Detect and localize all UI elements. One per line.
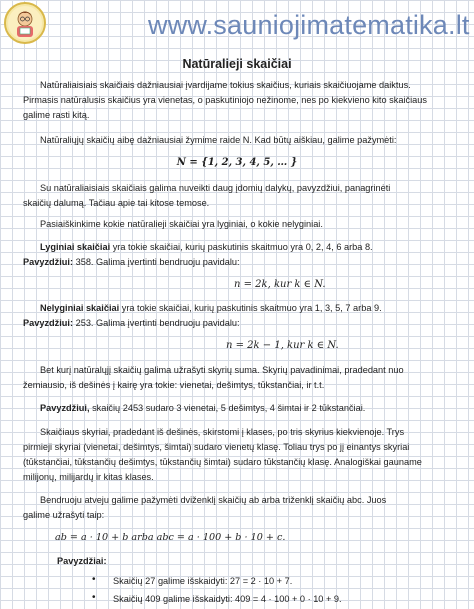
paragraph-line: Pirmasis natūralusis skaičius yra vienetas, o paskutiniojo nežinome, nes po kiekvieno kito skaičiaus [23, 95, 427, 105]
paragraph-line: (tūkstančiai, tūkstančių dešimtys, tūkstančių šimtai) sudaro tūkstančių klasę. Analogiškai gauname [23, 457, 422, 467]
site-url[interactable]: www.sauniojimatematika.lt [148, 10, 470, 40]
list-item: Skaičių 409 galime išskaidyti: 409 = 4 · 100 + 0 · 10 + 9. [113, 594, 342, 604]
paragraph-example [40, 402, 365, 416]
example-label: Pavyzdžiui: [23, 318, 74, 328]
paragraph-line: pirmieji skyriai (vienetai, dešimtys, šimtai) sudaro vienetų klasę. Toliau trys po jį einantys skyriai [23, 442, 410, 452]
paragraph-line: milijonų, milijardų ir kitas klases. [23, 472, 154, 482]
example-label: Pavyzdžiui: [23, 257, 74, 267]
paragraph-line: galime užrašyti taip: [23, 510, 105, 520]
paragraph-line: Natūraliųjų skaičių aibę dažniausiai žymime raide N. Kad būtų aiškiau, galime pažymėti: [40, 135, 397, 145]
example-text: 253. Galima įvertinti bendruoju pavidalu: [73, 318, 240, 328]
even-definition [40, 241, 373, 255]
examples-heading: Pavyzdžiai: [57, 556, 107, 566]
header [0, 0, 474, 50]
paragraph-line: Su natūraliaisiais skaičiais galima nuveikti daug įdomių dalykų, pavyzdžiui, panagrinėti [40, 183, 391, 193]
even-example [23, 256, 240, 270]
even-def-text: yra tokie skaičiai, kurių paskutinis skaitmuo yra 0, 2, 4, 6 arba 8. [110, 242, 373, 252]
paragraph-line: Natūraliaisiais skaičiais dažniausiai įvardijame tokius skaičius, kuriais skaičiuojame daiktus. [40, 80, 411, 90]
paragraph-line: skaičių dalumą. Tačiau apie tai kitose temose. [23, 198, 210, 208]
page-title: Natūralieji skaičiai [182, 57, 292, 71]
formula-digits: ab = a · 10 + b arba abc = a · 100 + b · 10 + c. [55, 532, 286, 543]
paragraph-line: Skaičiaus skyriai, pradedant iš dešinės, skirstomi į klases, po tris skyrius kiekvienoje. Trys [40, 427, 405, 437]
odd-definition [40, 302, 382, 316]
paragraph-line: žemiausio, iš dešinės į kairę yra tokie: vienetai, dešimtys, tūkstančiai, ir t.t. [23, 380, 325, 390]
odd-example [23, 317, 240, 331]
example-label: Pavyzdžiui, [40, 403, 90, 413]
paragraph-line: Bendruoju atveju galime pažymėti dviženklį skaičių ab arba triženklį skaičių abc. Juos [40, 495, 387, 505]
bullet-icon: • [92, 592, 96, 603]
formula-odd: n = 2k − 1, kur k ∈ N. [226, 340, 339, 351]
list-item: Skaičių 27 galime išskaidyti: 27 = 2 · 10 + 7. [113, 576, 293, 586]
formula-even: n = 2k, kur k ∈ N. [234, 279, 326, 290]
bullet-icon: • [92, 574, 96, 585]
logo-figure-icon [6, 4, 44, 42]
odd-term: Nelyginiai skaičiai [40, 303, 120, 313]
example-text: skaičių 2453 sudaro 3 vienetai, 5 dešimtys, 4 šimtai ir 2 tūkstančiai. [89, 403, 366, 413]
paragraph-line: Pasiaiškinkime kokie natūralieji skaičiai yra lyginiai, o kokie nelyginiai. [40, 219, 323, 229]
even-term: Lyginiai skaičiai [40, 242, 111, 252]
odd-def-text: yra tokie skaičiai, kurių paskutinis skaitmuo yra 1, 3, 5, 7 arba 9. [119, 303, 382, 313]
paragraph-line: galime rasti kitą. [23, 110, 90, 120]
paragraph-line: Bet kurį natūralųjį skaičių galima užrašyti skyrių suma. Skyrių pavadinimai, pradedant nuo [40, 365, 404, 375]
example-text: 358. Galima įvertinti bendruoju pavidalu: [73, 257, 240, 267]
formula-naturals: N = {1, 2, 3, 4, 5, … } [176, 157, 298, 168]
site-logo [4, 2, 46, 44]
